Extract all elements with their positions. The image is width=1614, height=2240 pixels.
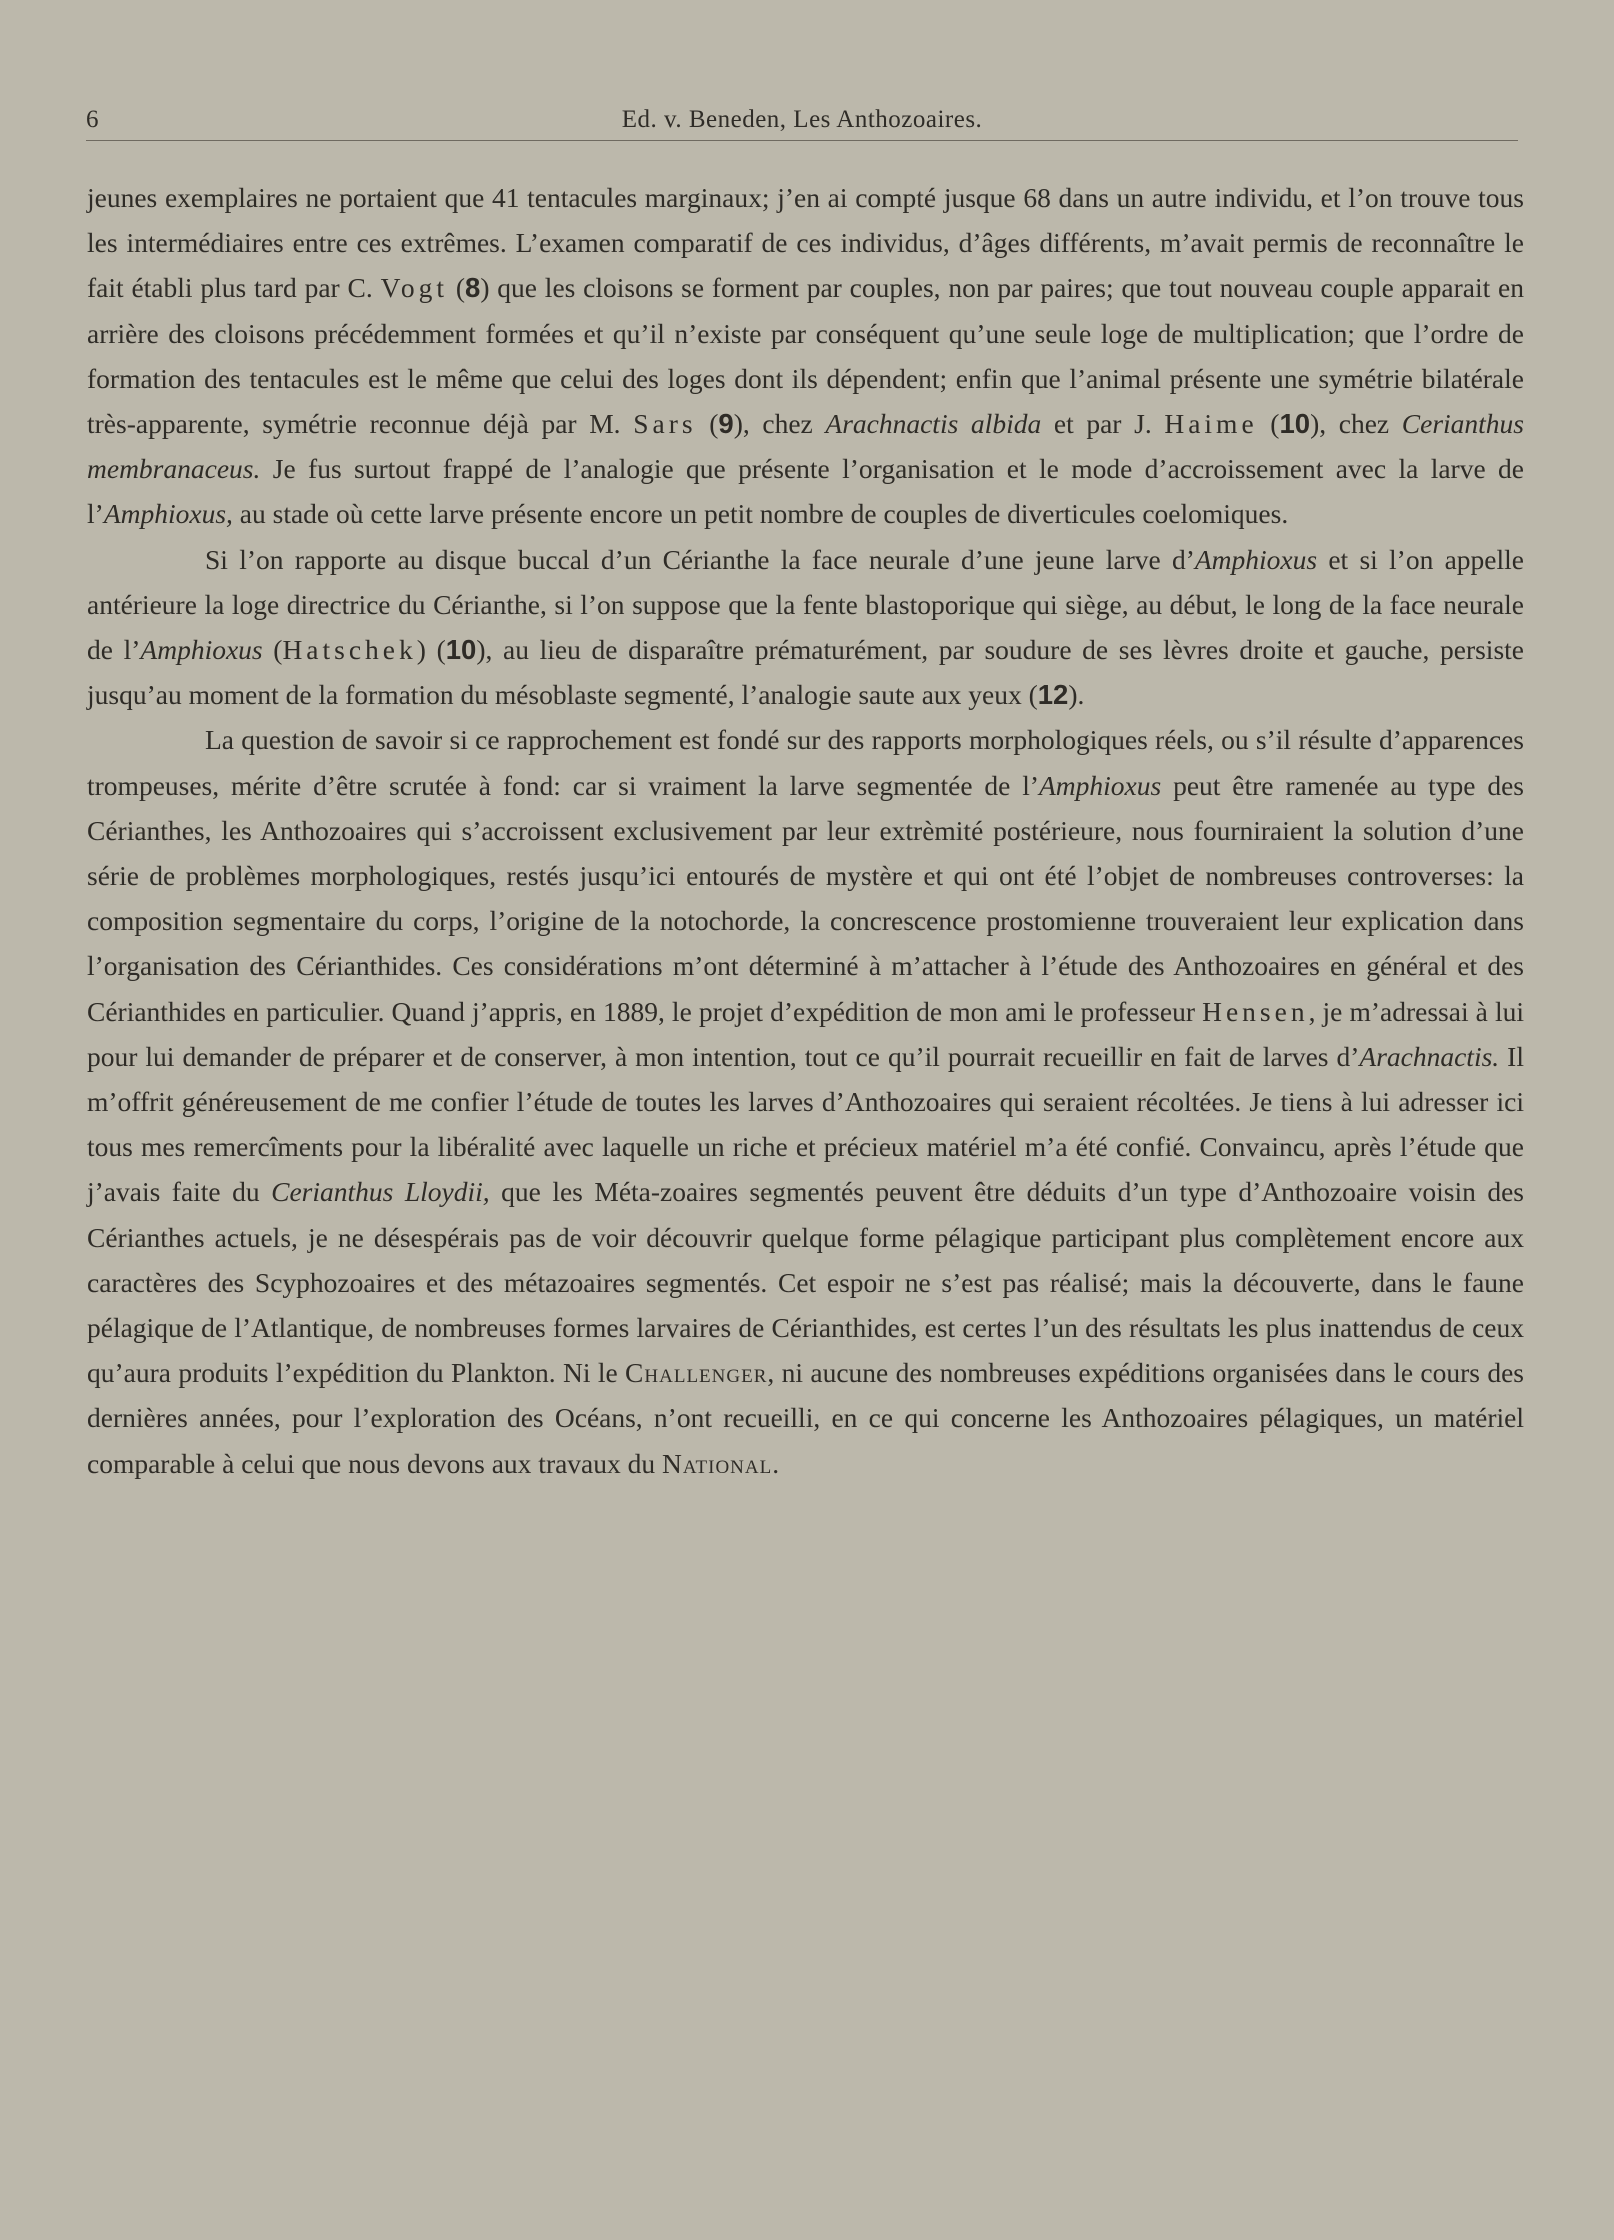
text-run: . xyxy=(772,1447,780,1479)
reference-number: 10 xyxy=(445,634,477,666)
text-run: et par J. xyxy=(1041,408,1165,440)
text-run: que les Méta-zoaires segmentés peuvent être déduits d’un type d’Anthozoaire voisin des Cérianthes actuels, je ne désespérais pas de voir découvrir quelque forme pélagique participant plus complètement encore aux caractères des Scyphozoaires et des métazoaires segmentés. Cet espoir ne s’est pas réalisé; mais la découverte, dans le faune pélagique de l’Atlantique, de nombreuses formes larvaires de Cérianthides, est certes l’un des résultats les plus inattendus de ceux qu’aura produits l’expédition du Plankton. Ni le xyxy=(87,1176,1525,1389)
running-title: Ed. v. Beneden, Les Anthozoaires. xyxy=(621,106,983,133)
page-header xyxy=(86,106,1518,142)
reference-number: 10 xyxy=(1279,408,1311,440)
reference-number: 8 xyxy=(465,272,481,304)
page-number: 6 xyxy=(86,106,99,133)
italic-text: Cerianthus Lloydii, xyxy=(271,1176,490,1208)
italic-text: Amphioxus, xyxy=(103,498,233,530)
text-run: La question de savoir si ce rapprochement est fondé sur des rapports morphologiques réels, ou s’il résulte d’apparences trompeuses, mérite d’être scrutée à fond: car si vraiment la larve segmentée de l’ xyxy=(87,724,1524,801)
italic-text: Amphioxus xyxy=(1039,769,1162,801)
paragraph xyxy=(87,537,1524,718)
italic-text: Arachnactis. xyxy=(1359,1040,1500,1072)
italic-text: Amphioxus xyxy=(140,634,263,666)
italic-text: Cerianthus membranaceus. xyxy=(87,408,1524,485)
author-name: Hensen xyxy=(1202,995,1309,1027)
text-run: ( xyxy=(448,272,466,304)
text-run: , ni aucune des nombreuses expéditions organisées dans le cours des dernières années, pour l’exploration des Océans, n’ont recueilli, en ce qui concerne les Anthozoaires pélagiques, un matériel comparable à celui que nous devons aux travaux du xyxy=(87,1357,1524,1479)
italic-text: Amphioxus xyxy=(1194,543,1318,575)
text-run: ), chez xyxy=(1310,408,1402,440)
text-run: , je m’adressai à lui pour lui demander de préparer et de conserver, à mon intention, tout ce qu’il pourrait recueillir en fait de larves d’ xyxy=(87,995,1525,1072)
text-run: ( xyxy=(262,634,283,666)
text-run: ) que les cloisons se forment par couples, non par paires; que tout nouveau couple apparait en arrière des cloisons précédemment formées et qu’il n’existe par conséquent qu’une seule loge de multiplication; que l’ordre de formation des tentacules est le même que celui des loges dont ils dépendent; enfin que l’animal présente une symétrie bilatérale très-apparente, symétrie reconnue déjà par M. xyxy=(87,272,1524,440)
ship-name: National xyxy=(662,1447,773,1479)
text-run: Si l’on rapporte au disque buccal d’un Cérianthe la face neurale d’une jeune larve d’ xyxy=(205,543,1195,575)
text-run: ). xyxy=(1068,679,1085,711)
author-name: Haime xyxy=(1164,408,1258,440)
text-run: ( xyxy=(1257,408,1280,440)
paragraph xyxy=(87,717,1524,1485)
text-run: Il m’offrit généreusement de me confier l’étude de toutes les larves d’Anthozoaires qui seraient récoltées. Je tiens à lui adresser ici tous mes remercîments pour la libéralité avec laquelle un riche et précieux matériel m’a été confié. Convaincu, après l’étude que j’avais faite du xyxy=(87,1040,1524,1208)
text-run: jeunes exemplaires ne portaient que 41 tentacules marginaux; j’en ai compté jusque 68 dans un autre individu, et l’on trouve tous les intermédiaires entre ces extrêmes. L’examen comparatif de ces individus, d’âges différents, m’avait permis de reconnaître le fait établi plus tard par C. xyxy=(87,182,1524,304)
text-run: ) ( xyxy=(416,634,446,666)
text-run: ), au lieu de disparaître prématurément, par soudure de ses lèvres droite et gauche, persiste jusqu’au moment de la formation du mésoblaste segmenté, l’analogie saute aux yeux ( xyxy=(87,634,1524,711)
reference-number: 9 xyxy=(718,408,734,440)
text-run: ( xyxy=(696,408,719,440)
reference-number: 12 xyxy=(1037,679,1069,711)
paragraph xyxy=(87,175,1524,537)
italic-text: Arachnactis albida xyxy=(825,408,1042,440)
header-rule xyxy=(86,140,1518,141)
text-run: Je fus surtout frappé de l’analogie que présente l’organisation et le mode d’accroissement avec la larve de l’ xyxy=(87,453,1524,530)
author-name: Vogt xyxy=(380,272,449,304)
text-run: et si l’on appelle antérieure la loge directrice du Cérianthe, si l’on suppose que la fente blastoporique qui siège, au début, le long de la face neurale de l’ xyxy=(87,543,1524,666)
author-name: Sars xyxy=(633,408,697,440)
body-text xyxy=(87,175,1524,1486)
text-run: peut être ramenée au type des Cérianthes, les Anthozoaires qui s’accroissent exclusivement par leur extrèmité postérieure, nous fourniraient la solution d’une série de problèmes morphologiques, restés jusqu’ici entourés de mystère et qui ont été l’objet de nombreuses controverses: la composition segmentaire du corps, l’origine de la notochorde, la concrescence prostomienne trouveraient leur explication dans l’organisation des Cérianthides. Ces considérations m’ont déterminé à m’attacher à l’étude des Anthozoaires en général et des Cérianthides en particulier. Quand j’appris, en 1889, le projet d’expédition de mon ami le professeur xyxy=(87,769,1524,1027)
ship-name: Challenger xyxy=(625,1357,768,1389)
author-name: Hatschek xyxy=(282,634,417,666)
text-run: ), chez xyxy=(733,408,826,440)
text-run: au stade où cette larve présente encore un petit nombre de couples de diverticules coelomiques. xyxy=(232,498,1289,530)
